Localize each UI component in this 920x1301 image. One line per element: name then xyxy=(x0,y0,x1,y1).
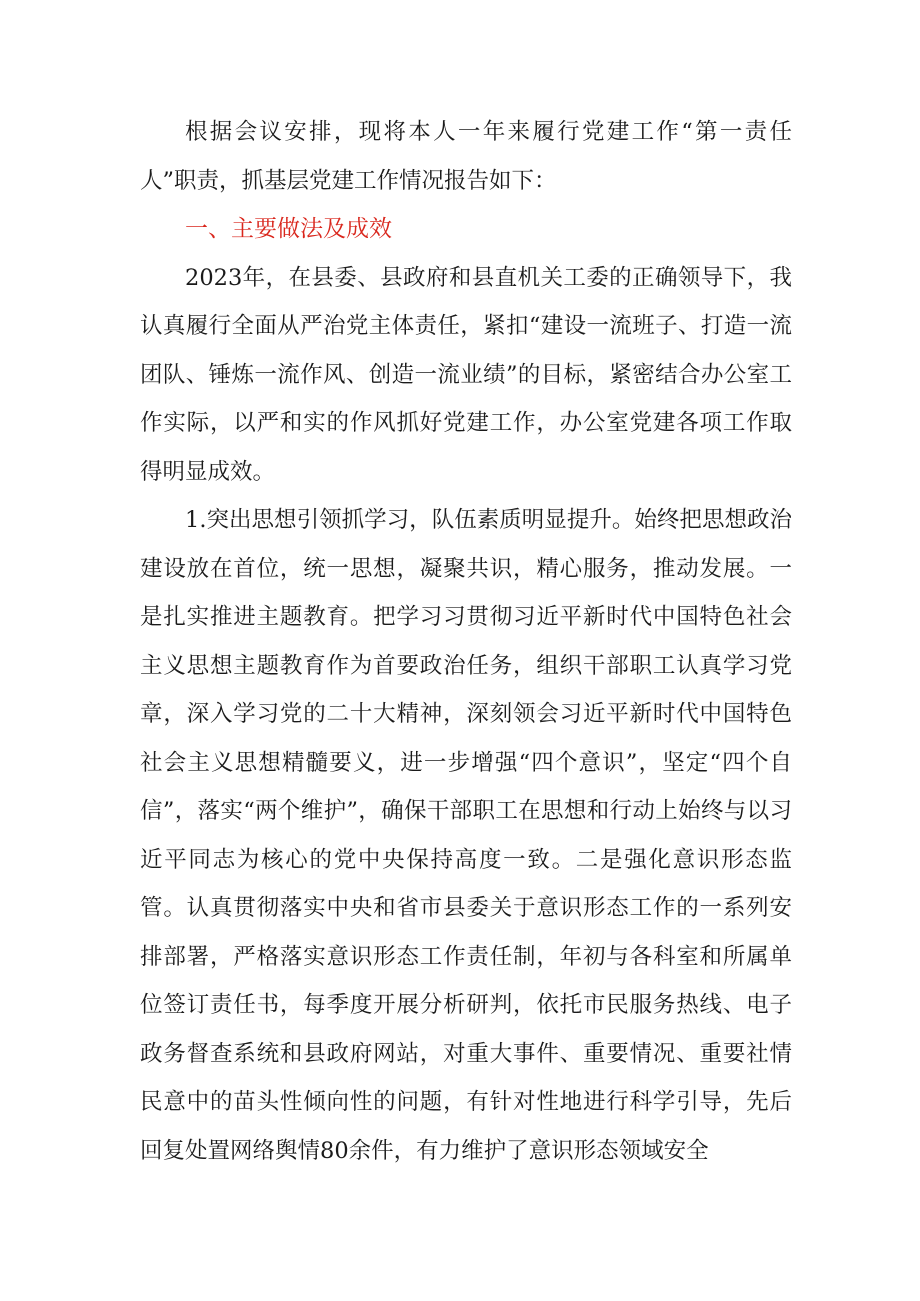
body-paragraph-2: 1.突出思想引领抓学习，队伍素质明显提升。始终把思想政治建设放在首位，统一思想，凝聚共识，精心服务，推动发展。一是扎实推进主题教育。把学习习贯彻习近平新时代中国特色社会主义思想主题教育作为首要政治任务，组织干部职工认真学习党章，深入学习党的二十大精神，深刻领会习近平新时代中国特色社会主义思想精髓要义，进一步增强“四个意识”，坚定“四个自信”，落实“两个维护”，确保干部职工在思想和行动上始终与以习近平同志为核心的党中央保持高度一致。二是强化意识形态监管。认真贯彻落实中央和省市县委关于意识形态工作的一系列安排部署，严格落实意识形态工作责任制，年初与各科室和所属单位签订责任书，每季度开展分析研判，依托市民服务热线、电子政务督查系统和县政府网站，对重大事件、重要情况、重要社情民意中的苗头性倾向性的问题，有针对性地进行科学引导，先后回复处置网络舆情80余件，有力维护了意识形态领域安全 xyxy=(140,507,792,1164)
document-body xyxy=(140,108,792,1175)
intro-paragraph: 根据会议安排，现将本人一年来履行党建工作“第一责任人”职责，抓基层党建工作情况报告如下： xyxy=(140,119,792,194)
body-paragraph-1: 2023年，在县委、县政府和县直机关工委的正确领导下，我认真履行全面从严治党主体责任，紧扣“建设一流班子、打造一流团队、锤炼一流作风、创造一流业绩”的目标，紧密结合办公室工作实际，以严和实的作风抓好党建工作，办公室党建各项工作取得明显成效。 xyxy=(140,264,792,485)
section-heading: 一、主要做法及成效 xyxy=(185,216,392,242)
